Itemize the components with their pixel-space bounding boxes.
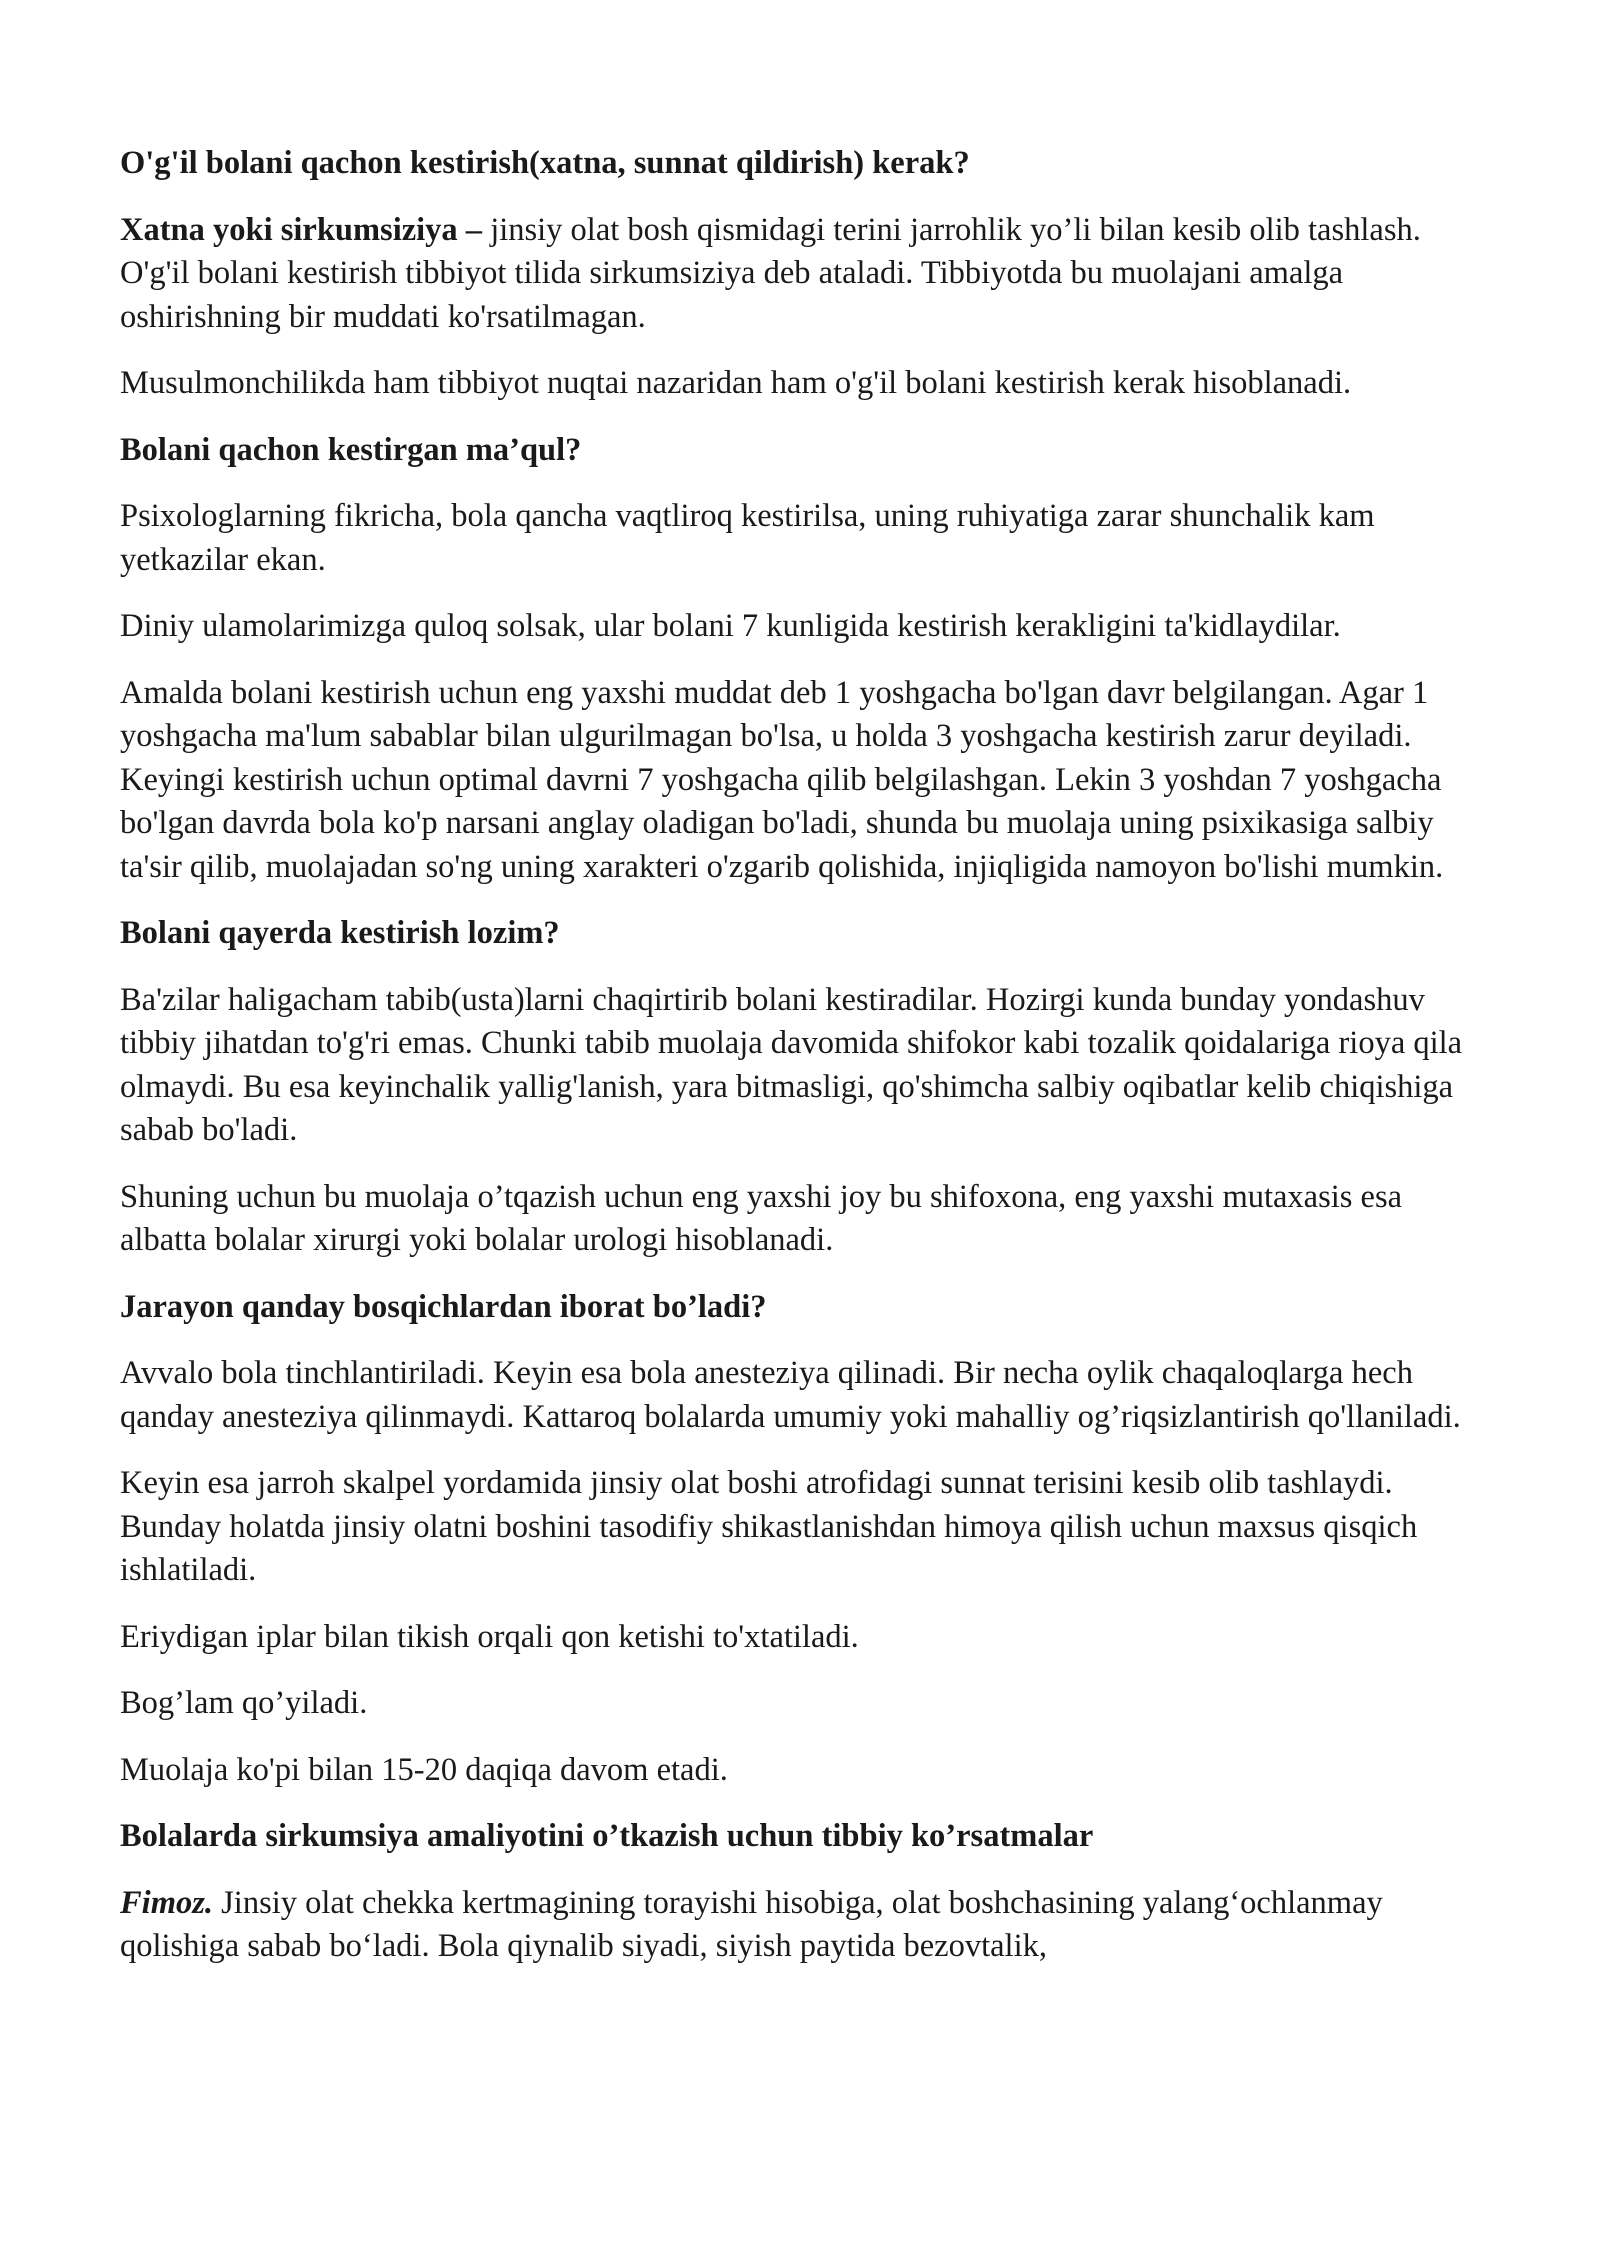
paragraph-optimal-age: Amalda bolani kestirish uchun eng yaxshi muddat deb 1 yoshgacha bo'lgan davr belgilangan. Agar 1 yoshgacha ma'lum sabablar bilan ulgurilmagan bo'lsa, u holda 3 yoshgacha kestirish zarur deyiladi. Keyingi kestirish uchun optimal davrni 7 yoshgacha qilib belgilashgan. Lekin 3 yoshdan 7 yoshgacha bo'lgan davrda bola ko'p narsani anglay oladigan bo'ladi, shunda bu muolaja uning psixikasiga salbiy ta'sir qilib, muolajadan so'ng uning xarakteri o'zgarib qolishida, injiqligida namoyon bo'lishi mumkin. <box>120 674 1444 885</box>
phimosis-text: Jinsiy olat chekka kertmagining torayishi hisobiga, olat boshchasining yalang‘ochlanmay qolishiga sabab bo‘ladi. Bola qiynalib siyadi, siyish paytida bezovtalik, <box>120 1884 1383 1964</box>
heading-when-circumcise: O'g'il bolani qachon kestirish(xatna, sunnat qildirish) kerak? <box>120 145 970 181</box>
paragraph-definition <box>120 209 1495 340</box>
paragraph-psychologists: Psixologlarning fikricha, bola qancha vaqtliroq kestirilsa, uning ruhiyatiga zarar shunchalik kam yetkazilar ekan. <box>120 498 1375 578</box>
heading-where: Bolani qayerda kestirish lozim? <box>120 915 560 951</box>
paragraph-bandage: Bog’lam qo’yiladi. <box>120 1685 368 1721</box>
paragraph-surgery: Keyin esa jarroh skalpel yordamida jinsiy olat boshi atrofidagi sunnat terisini kesib olib tashlaydi. Bunday holatda jinsiy olatni boshini tasodifiy shikastlanishdan himoya qilish uchun maxsus qisqich ishlatiladi. <box>120 1465 1418 1588</box>
term-bold: Xatna yoki sirkumsiziya – <box>120 211 483 248</box>
paragraph-phimosis <box>120 1882 1495 1969</box>
paragraph-anesthesia: Avvalo bola tinchlantiriladi. Keyin esa bola anesteziya qilinadi. Bir necha oylik chaqaloqlarga hech qanday anesteziya qilinmaydi. Kattaroq bolalarda umumiy yoki mahalliy og’riqsizlantirish qo'llaniladi. <box>120 1355 1461 1435</box>
paragraph-sutures: Eriydigan iplar bilan tikish orqali qon ketishi to'xtatiladi. <box>120 1618 859 1655</box>
heading-best-time: Bolani qachon kestirgan ma’qul? <box>120 431 582 468</box>
heading-indications: Bolalarda sirkumsiya amaliyotini o’tkazish uchun tibbiy ko’rsatmalar <box>120 1818 1094 1854</box>
paragraph-hospital: Shuning uchun bu muolaja o’tqazish uchun eng yaxshi joy bu shifoxona, eng yaxshi mutaxasis esa albatta bolalar xirurgi yoki bolalar urologi hisoblanadi. <box>120 1178 1403 1258</box>
heading-stages: Jarayon qanday bosqichlardan iborat bo’ladi? <box>120 1288 767 1325</box>
paragraph-duration: Muolaja ko'pi bilan 15-20 daqiqa davom etadi. <box>120 1751 728 1788</box>
paragraph-religious-scholars: Diniy ulamolarimizga quloq solsak, ular bolani 7 kunligida kestirish kerakligini ta'kidlaydilar. <box>120 608 1341 644</box>
paragraph-religion-medicine: Musulmonchilikda ham tibbiyot nuqtai nazaridan ham o'g'il bolani kestirish kerak hisoblanadi. <box>120 365 1352 401</box>
document-page <box>120 142 1495 1992</box>
term-phimosis: Fimoz. <box>120 1884 214 1921</box>
definition-text: jinsiy olat bosh qismidagi terini jarrohlik yo’li bilan kesib olib tashlash. O'g'il bolani kestirish tibbiyot tilida sirkumsiziya deb ataladi. Tibbiyotda bu muolajani amalga oshirishning bir muddati ko'rsatilmagan. <box>120 211 1421 335</box>
paragraph-healers: Ba'zilar haligacham tabib(usta)larni chaqirtirib bolani kestiradilar. Hozirgi kunda bunday yondashuv tibbiy jihatdan to'g'ri emas. Chunki tabib muolaja davomida shifokor kabi tozalik qoidalariga rioya qila olmaydi. Bu esa keyinchalik yallig'lanish, yara bitmasligi, qo'shimcha salbiy oqibatlar kelib chiqishiga sabab bo'ladi. <box>120 981 1463 1148</box>
